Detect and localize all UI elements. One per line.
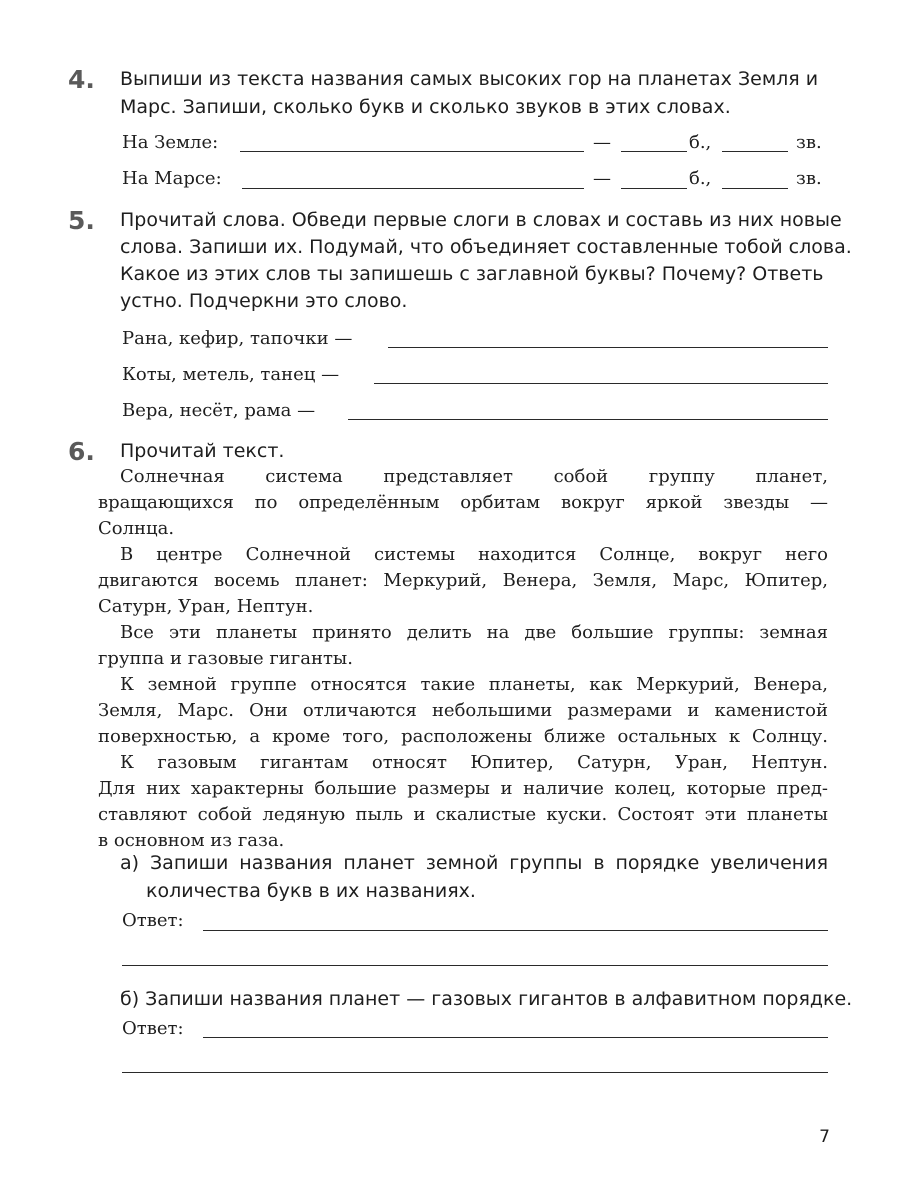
task-4-earth-sounds-line[interactable] [722, 151, 788, 152]
task-4-mars-dash: — [593, 168, 611, 189]
task-6a-answer-line-1[interactable] [203, 930, 828, 931]
task-4-earth-dash: — [593, 132, 611, 153]
task-5-row-1-answer-line[interactable] [388, 347, 828, 348]
text-line-8: группа и газовые гиганты. [98, 648, 353, 669]
task-6-number: 6. [68, 437, 95, 466]
task-6b-answer-line-2[interactable] [122, 1072, 828, 1073]
task-4-prompt-line-2: Марс. Запиши, сколько букв и сколько звуков в этих словах. [120, 96, 731, 118]
text-line-10: Земля, Марс. Они отличаются небольшими размерами и каменистой [98, 700, 828, 721]
task-4-mars-answer-line[interactable] [242, 188, 584, 189]
task-4-number: 4. [68, 65, 95, 94]
task-5-row-2-answer-line[interactable] [374, 383, 828, 384]
task-5-row-1-words: Рана, кефир, тапочки — [122, 328, 353, 349]
task-5-row-3-words: Вера, несёт, рама — [122, 400, 316, 421]
task-4-mars-sounds-line[interactable] [722, 188, 788, 189]
text-line-11: поверхностью, а кроме того, расположены ближе остальных к Солнцу. [98, 726, 828, 747]
text-line-4: В центре Солнечной системы находится Солнце, вокруг него [120, 544, 828, 565]
task-4-earth-letters-line[interactable] [621, 151, 687, 152]
text-line-12: К газовым гигантам относят Юпитер, Сатурн, Уран, Нептун. [120, 752, 828, 773]
task-6-prompt: Прочитай текст. [120, 440, 285, 462]
text-line-1: Солнечная система представляет собой группу планет, [120, 466, 828, 487]
task-5-prompt-line-3: Какое из этих слов ты запишешь с заглавной буквы? Почему? Ответь [120, 263, 824, 285]
task-6a-prompt-line-2: количества букв в их названиях. [146, 880, 476, 902]
text-line-7: Все эти планеты принято делить на две большие группы: земная [120, 622, 828, 643]
task-6a-prompt-line-1: а) Запиши названия планет земной группы в порядке увеличения [120, 852, 828, 874]
task-5-row-2-words: Коты, метель, танец — [122, 364, 340, 385]
task-6a-answer-line-2[interactable] [122, 965, 828, 966]
task-6b-answer-line-1[interactable] [203, 1037, 828, 1038]
text-line-15: в основном из газа. [98, 830, 285, 851]
task-5-prompt-line-2: слова. Запиши их. Подумай, что объединяет составленные тобой слова. [120, 236, 852, 258]
task-4-earth-sounds-abbr: зв. [796, 132, 822, 153]
task-4-earth-letters-abbr: б., [689, 132, 712, 153]
task-4-earth-answer-line[interactable] [240, 151, 584, 152]
text-line-6: Сатурн, Уран, Нептун. [98, 596, 314, 617]
task-5-prompt-line-1: Прочитай слова. Обведи первые слоги в словах и составь из них новые [120, 209, 842, 231]
text-line-3: Солнца. [98, 518, 175, 539]
task-4-row-earth-label: На Земле: [122, 132, 219, 153]
text-line-9: К земной группе относятся такие планеты, как Меркурий, Венера, [120, 674, 828, 695]
task-5-number: 5. [68, 206, 95, 235]
page-number: 7 [819, 1127, 830, 1147]
task-5-prompt-line-4: устно. Подчеркни это слово. [120, 290, 408, 312]
task-4-prompt-line-1: Выпиши из текста названия самых высоких гор на планетах Земля и [120, 68, 819, 90]
text-line-13: Для них характерны большие размеры и наличие колец, которые пред- [98, 778, 828, 799]
task-6a-answer-label: Ответ: [122, 910, 184, 931]
text-line-2: вращающихся по определённым орбитам вокруг яркой звезды — [98, 492, 828, 513]
task-5-row-3-answer-line[interactable] [348, 419, 828, 420]
task-4-mars-sounds-abbr: зв. [796, 168, 822, 189]
task-4-mars-letters-line[interactable] [621, 188, 687, 189]
task-4-mars-letters-abbr: б., [689, 168, 712, 189]
task-6b-answer-label: Ответ: [122, 1018, 184, 1039]
text-line-5: двигаются восемь планет: Меркурий, Венера, Земля, Марс, Юпитер, [98, 570, 828, 591]
text-line-14: ставляют собой ледяную пыль и скалистые куски. Состоят эти планеты [98, 804, 828, 825]
task-6b-prompt: б) Запиши названия планет — газовых гигантов в алфавитном порядке. [120, 988, 853, 1010]
task-4-row-mars-label: На Марсе: [122, 168, 222, 189]
